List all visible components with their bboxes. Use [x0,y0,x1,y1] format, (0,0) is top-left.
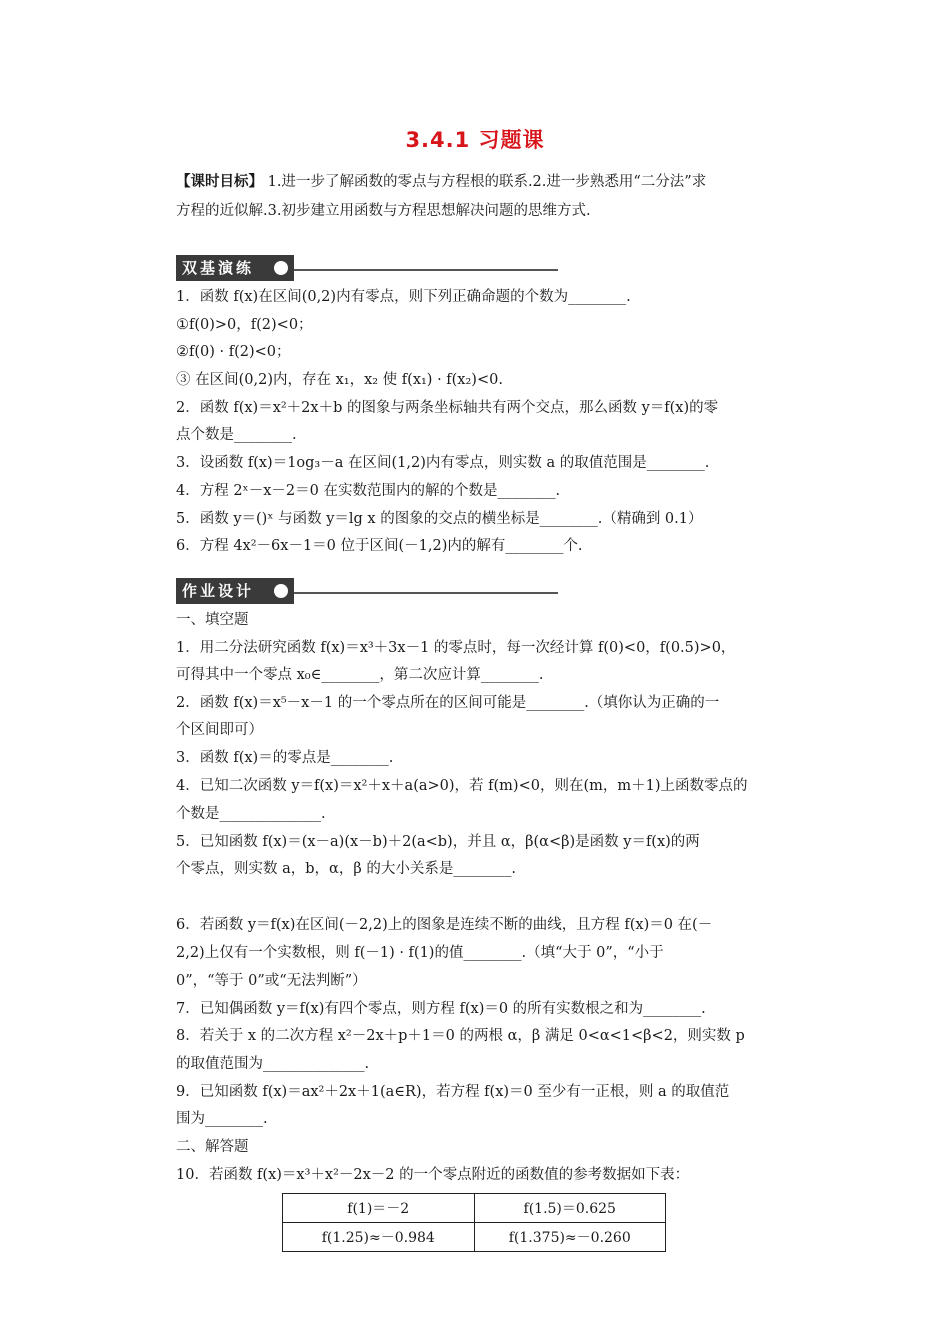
s2-line-13: 0”，“等于 0”或“无法判断”） [176,973,367,989]
s2-line-10: 个零点，则实数 a，b，α，β 的大小关系是________. [176,861,516,877]
banner-dot-icon [274,261,288,275]
s2-line-11: 6．若函数 y＝f(x)在区间(－2,2)上的图象是连续不断的曲线，且方程 f(x)＝0 在(－ [176,917,713,933]
s1-line-7: 3．设函数 f(x)＝1og₃－a 在区间(1,2)内有零点，则实数 a 的取值范围是________. [176,455,710,471]
goal-tag: 【课时目标】 [176,174,263,190]
s2-line-9: 5．已知函数 f(x)＝(x－a)(x－b)＋2(a<b)，并且 α，β(α<β)是函数 y＝f(x)的两 [176,834,700,850]
table-row [283,1223,666,1252]
table-cell: f(1.5)＝0.625 [474,1194,666,1223]
s1-line-10: 6．方程 4x²－6x－1＝0 位于区间(－1,2)内的解有________个. [176,538,583,554]
s2-line-5: 个区间即可） [176,722,263,738]
banner-rule [294,269,558,271]
banner-dot-icon [274,584,288,598]
s1-line-6: 点个数是________. [176,427,297,443]
s1-line-2: ①f(0)>0，f(2)<0； [176,317,313,333]
s1-line-8: 4．方程 2ˣ－x－2＝0 在实数范围内的解的个数是________. [176,483,561,499]
s2-line-20: 10．若函数 f(x)＝x³＋x²－2x－2 的一个零点附近的函数值的参考数据如下表： [176,1167,690,1183]
s2-line-4: 2．函数 f(x)＝x⁵－x－1 的一个零点所在的区间可能是________.（填你认为正确的一 [176,695,720,711]
s2-line-1: 一、填空题 [176,612,249,628]
s2-line-19: 二、解答题 [176,1139,249,1155]
s2-line-15: 8．若关于 x 的二次方程 x²－2x＋p＋1＝0 的两根 α，β 满足 0<α<1<β<2，则实数 p [176,1028,745,1044]
banner-label: 作业设计 [176,578,294,604]
s2-line-3: 可得其中一个零点 x₀∈________，第二次应计算________. [176,667,544,683]
s2-line-14: 7．已知偶函数 y＝f(x)有四个零点，则方程 f(x)＝0 的所有实数根之和为________. [176,1001,706,1017]
table-cell: f(1.25)≈－0.984 [283,1223,475,1252]
section-banner-basic [176,255,558,281]
table-cell: f(1)＝－2 [283,1194,475,1223]
s2-line-12: 2,2)上仅有一个实数根，则 f(－1) · f(1)的值________.（填“大于 0”，“小于 [176,945,664,961]
s1-line-4: ③ 在区间(0,2)内，存在 x₁，x₂ 使 f(x₁) · f(x₂)<0. [176,372,503,388]
s1-line-9: 5．函数 y＝()ˣ 与函数 y＝lg x 的图象的交点的横坐标是________.（精确到 0.1） [176,511,703,527]
banner-label: 双基演练 [176,255,294,281]
s1-line-1: 1．函数 f(x)在区间(0,2)内有零点，则下列正确命题的个数为________. [176,289,631,305]
table-row [283,1194,666,1223]
goal-line-1: 1.进一步了解函数的零点与方程根的联系.2.进一步熟悉用“二分法”求 [267,174,707,190]
s2-line-7: 4．已知二次函数 y＝f(x)＝x²＋x＋a(a>0)，若 f(m)<0，则在(m，m＋1)上函数零点的 [176,778,748,794]
s2-line-2: 1．用二分法研究函数 f(x)＝x³＋3x－1 的零点时，每一次经计算 f(0)<0，f(0.5)>0， [176,640,736,656]
s2-line-6: 3．函数 f(x)＝的零点是________. [176,750,394,766]
page-title: 3.4.1 习题课 [405,128,545,152]
table-cell: f(1.375)≈－0.260 [474,1223,666,1252]
goal-line-2: 方程的近似解.3.初步建立用函数与方程思想解决问题的思维方式. [176,203,591,219]
s2-line-18: 围为________. [176,1111,268,1127]
lesson-goal [176,168,810,226]
section-banner-homework [176,578,558,604]
s2-line-8: 个数是______________. [176,806,326,822]
banner-rule [294,592,558,594]
s1-line-3: ②f(0) · f(2)<0； [176,344,291,360]
s1-line-5: 2．函数 f(x)＝x²＋2x＋b 的图象与两条坐标轴共有两个交点，那么函数 y＝f(x)的零 [176,400,719,416]
reference-data-table [282,1193,666,1252]
s2-line-16: 的取值范围为______________. [176,1056,370,1072]
s2-line-17: 9．已知函数 f(x)＝ax²＋2x＋1(a∈R)，若方程 f(x)＝0 至少有一正根，则 a 的取值范 [176,1084,730,1100]
